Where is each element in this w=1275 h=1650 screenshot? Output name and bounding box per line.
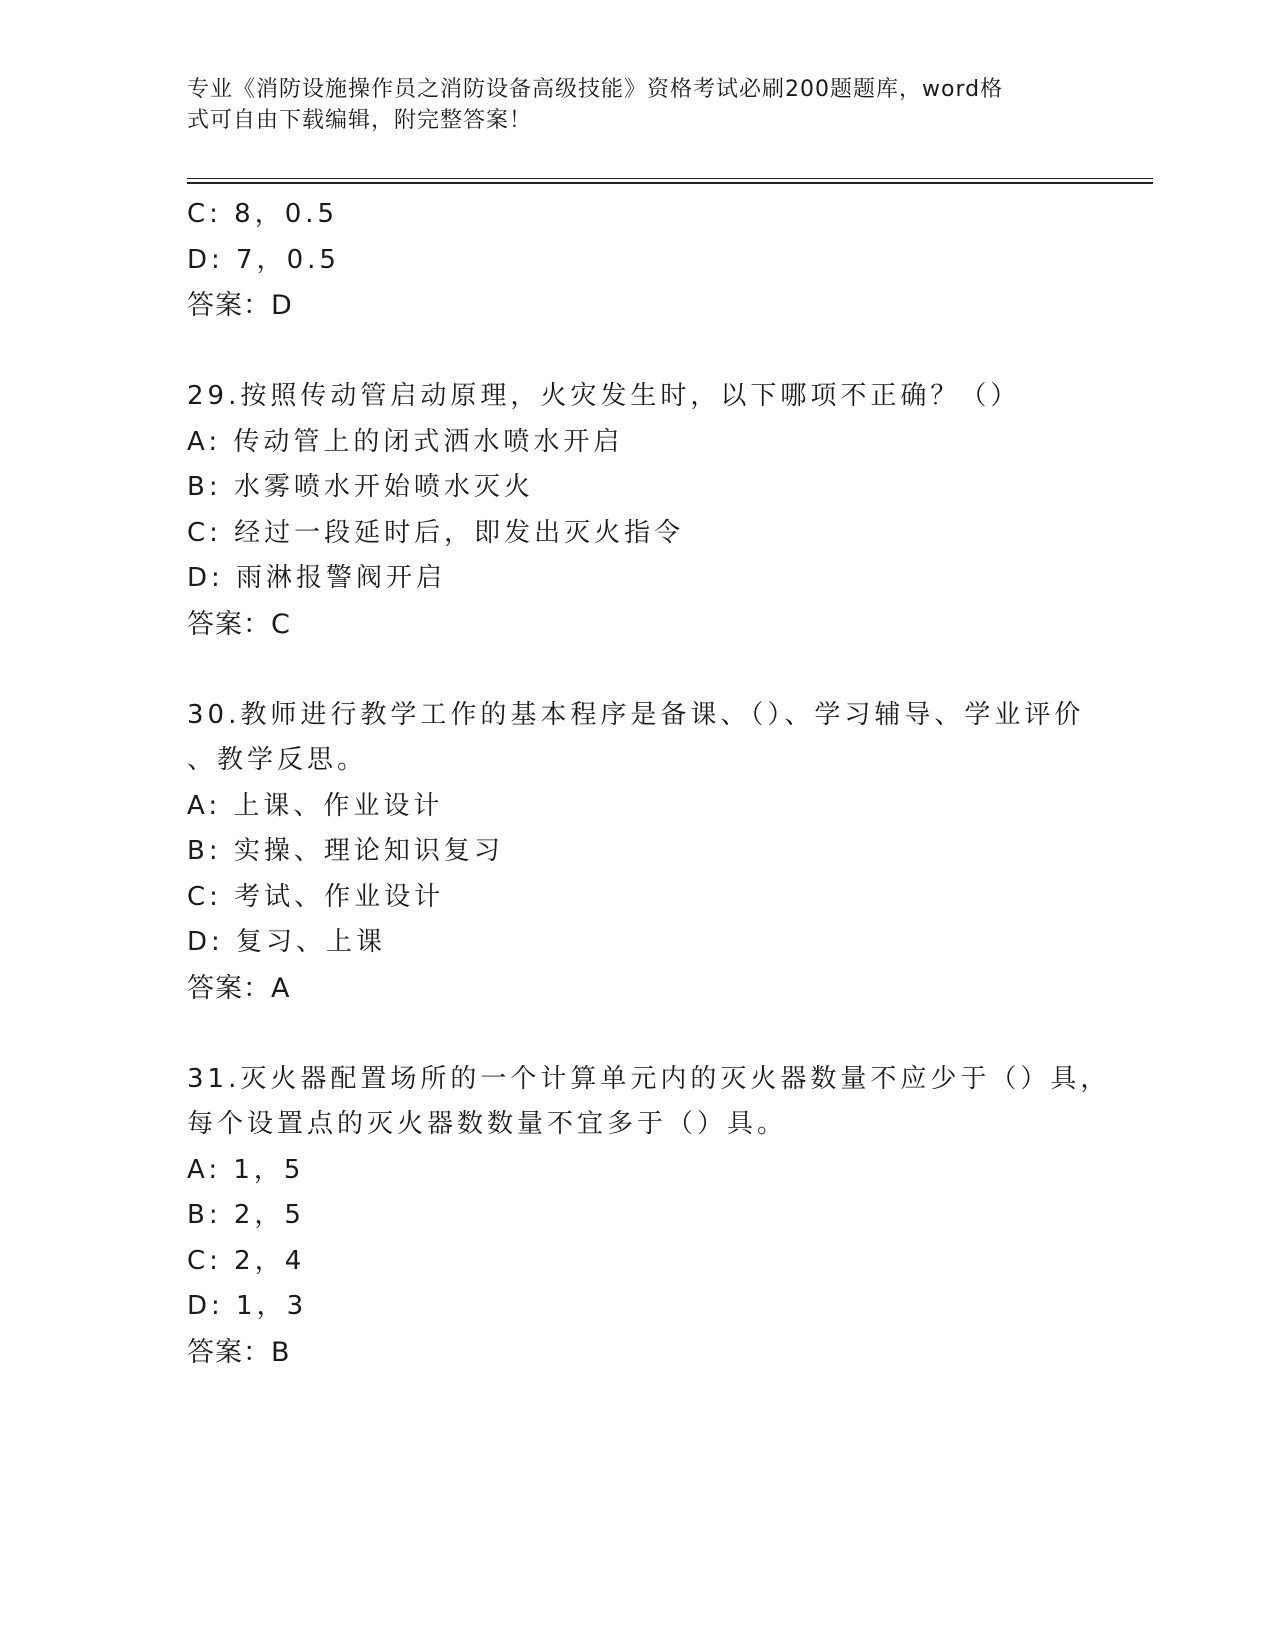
q30-answer: 答案：A: [187, 972, 291, 1004]
q30-option-b: B: 实操、理论知识复习: [187, 836, 504, 866]
q29-option-b: B: 水雾喷水开始喷水灭火: [187, 472, 534, 502]
q29-answer: 答案：C: [187, 608, 291, 640]
q28-answer: 答案：D: [187, 290, 293, 321]
header-divider-thick: [187, 182, 1153, 184]
spacer: [187, 329, 1087, 375]
q29-option-d: D: 雨淋报警阀开启: [187, 563, 447, 593]
header-line-1: 专业《消防设施操作员之消防设备高级技能》资格考试必刷200题题库，word格: [187, 77, 1004, 102]
q31-answer: 答案：B: [187, 1336, 291, 1368]
q31-option-a: A: 1，5: [187, 1154, 305, 1185]
q31-question-line-1: 31.灭火器配置场所的一个计算单元内的灭火器数量不应少于（）具，: [187, 1063, 1111, 1094]
q29-question: 29.按照传动管启动原理，火灾发生时，以下哪项不正确？（）: [187, 381, 1021, 411]
q31-option-c: C: 2，4: [187, 1245, 306, 1276]
q30-question-line-1: 30.教师进行教学工作的基本程序是备课、（）、学习辅导、学业评价: [187, 699, 1085, 730]
q30-question-line-2: 、教学反思。: [187, 745, 368, 775]
q31-option-d: D: 1，3: [187, 1291, 308, 1321]
q31-question-line-2: 每个设置点的灭火器数数量不宜多于（）具。: [187, 1109, 788, 1139]
q31-option-b: B: 2，5: [187, 1200, 305, 1230]
q30-option-d: D: 复习、上课: [187, 927, 387, 957]
q29-option-a: A: 传动管上的闭式洒水喷水开启: [187, 426, 624, 457]
header-divider-thin: [187, 178, 1153, 179]
spacer: [187, 647, 1087, 693]
document-header: [187, 74, 1067, 136]
question-list: [187, 192, 1111, 1375]
q29-option-c: C: 经过一段延时后，即发出灭火指令: [187, 517, 685, 548]
q30-option-a: A: 上课、作业设计: [187, 790, 444, 821]
q28-option-d: D: 7，0.5: [187, 244, 340, 275]
spacer: [187, 1011, 1087, 1057]
header-line-2: 式可自由下载编辑，附完整答案！: [187, 108, 533, 133]
q28-option-c: C: 8，0.5: [187, 199, 339, 229]
q30-option-c: C: 考试、作业设计: [187, 881, 445, 912]
